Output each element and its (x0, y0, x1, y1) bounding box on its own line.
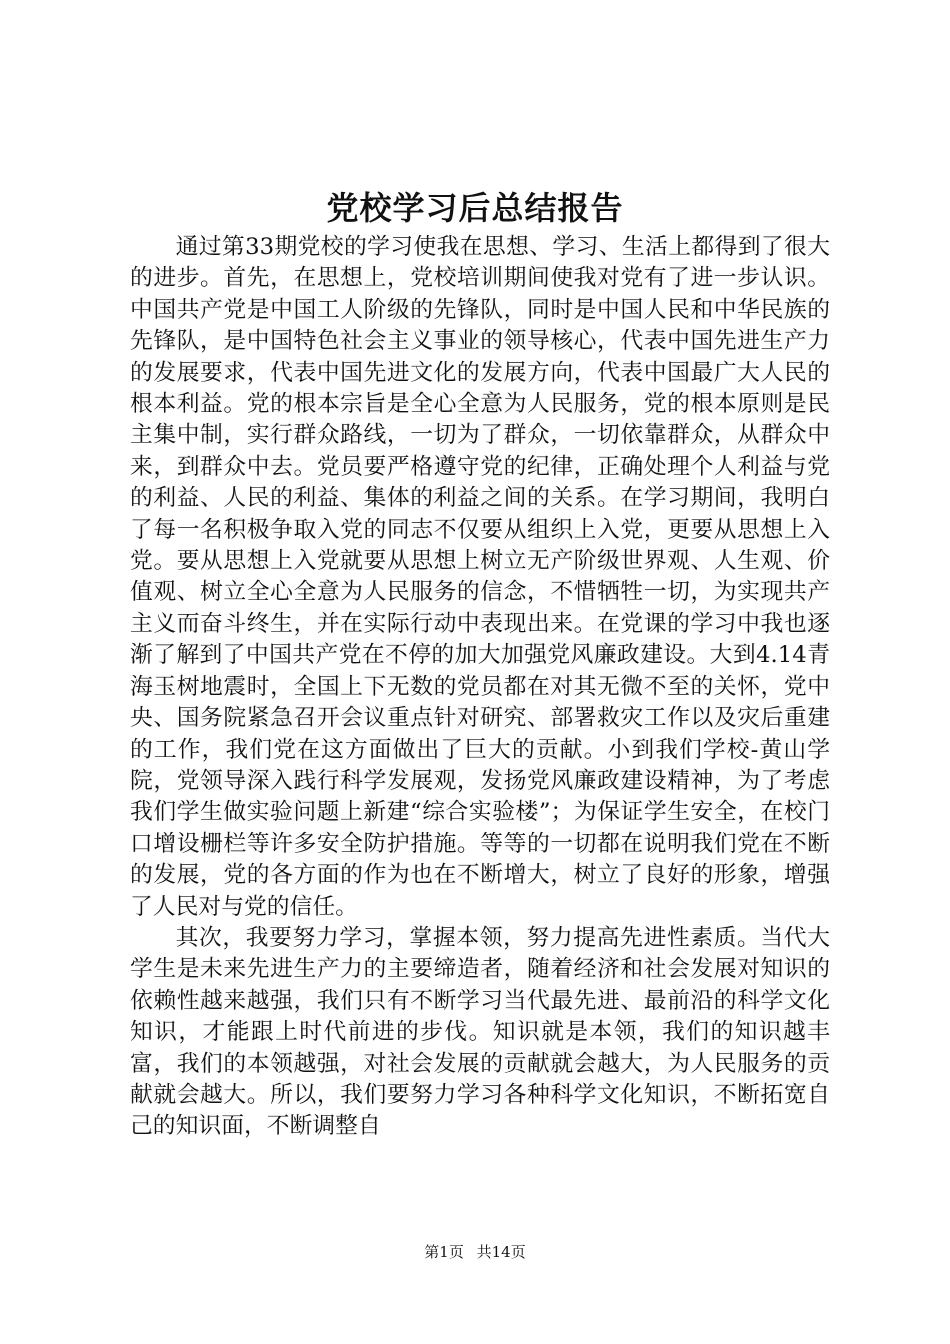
page-footer (0, 1240, 950, 1264)
document-title: 党校学习后总结报告 (326, 189, 624, 227)
page-total: 共14页 (476, 1243, 526, 1261)
page-number: 第1页 (424, 1243, 464, 1261)
paragraph-2: 其次，我要努力学习，掌握本领，努力提高先进性素质。当代大学生是未来先进生产力的主要缔造者，随着经济和社会发展对知识的依赖性越来越强，我们只有不断学习当代最先进、最前沿的科学文化知识，才能跟上时代前进的步伐。知识就是本领，我们的知识越丰富，我们的本领越强，对社会发展的贡献就会越大，为人民服务的贡献就会越大。所以，我们要努力学习各种科学文化知识，不断拓宽自己的知识面，不断调整自 (130, 924, 830, 1140)
document-body (130, 232, 830, 1143)
paragraph-1: 通过第33期党校的学习使我在思想、学习、生活上都得到了很大的进步。首先，在思想上，党校培训期间使我对党有了进一步认识。中国共产党是中国工人阶级的先锋队，同时是中国人民和中华民族的先锋队，是中国特色社会主义事业的领导核心，代表中国先进生产力的发展要求，代表中国先进文化的发展方向，代表中国最广大人民的根本利益。党的根本宗旨是全心全意为人民服务，党的根本原则是民主集中制，实行群众路线，一切为了群众，一切依靠群众，从群众中来，到群众中去。党员要严格遵守党的纪律，正确处理个人利益与党的利益、人民的利益、集体的利益之间的关系。在学习期间，我明白了每一名积极争取入党的同志不仅要从组织上入党，更要从思想上入党。要从思想上入党就要从思想上树立无产阶级世界观、人生观、价值观、树立全心全意为人民服务的信念，不惜牺牲一切，为实现共产主义而奋斗终生，并在实际行动中表现出来。在党课的学习中我也逐渐了解到了中国共产党在不停的加大加强党风廉政建设。大到4.14青海玉树地震时，全国上下无数的党员都在对其无微不至的关怀，党中央、国务院紧急召开会议重点针对研究、部署救灾工作以及灾后重建的工作，我们党在这方面做出了巨大的贡献。小到我们学校-黄山学院，党领导深入践行科学发展观，发扬党风廉政建设精神，为了考虑我们学生做实验问题上新建“综合实验楼”；为保证学生安全，在校门口增设栅栏等许多安全防护措施。等等的一切都在说明我们党在不断的发展，党的各方面的作为也在不断增大，树立了良好的形象，增强了人民对与党的信任。 (130, 234, 830, 920)
